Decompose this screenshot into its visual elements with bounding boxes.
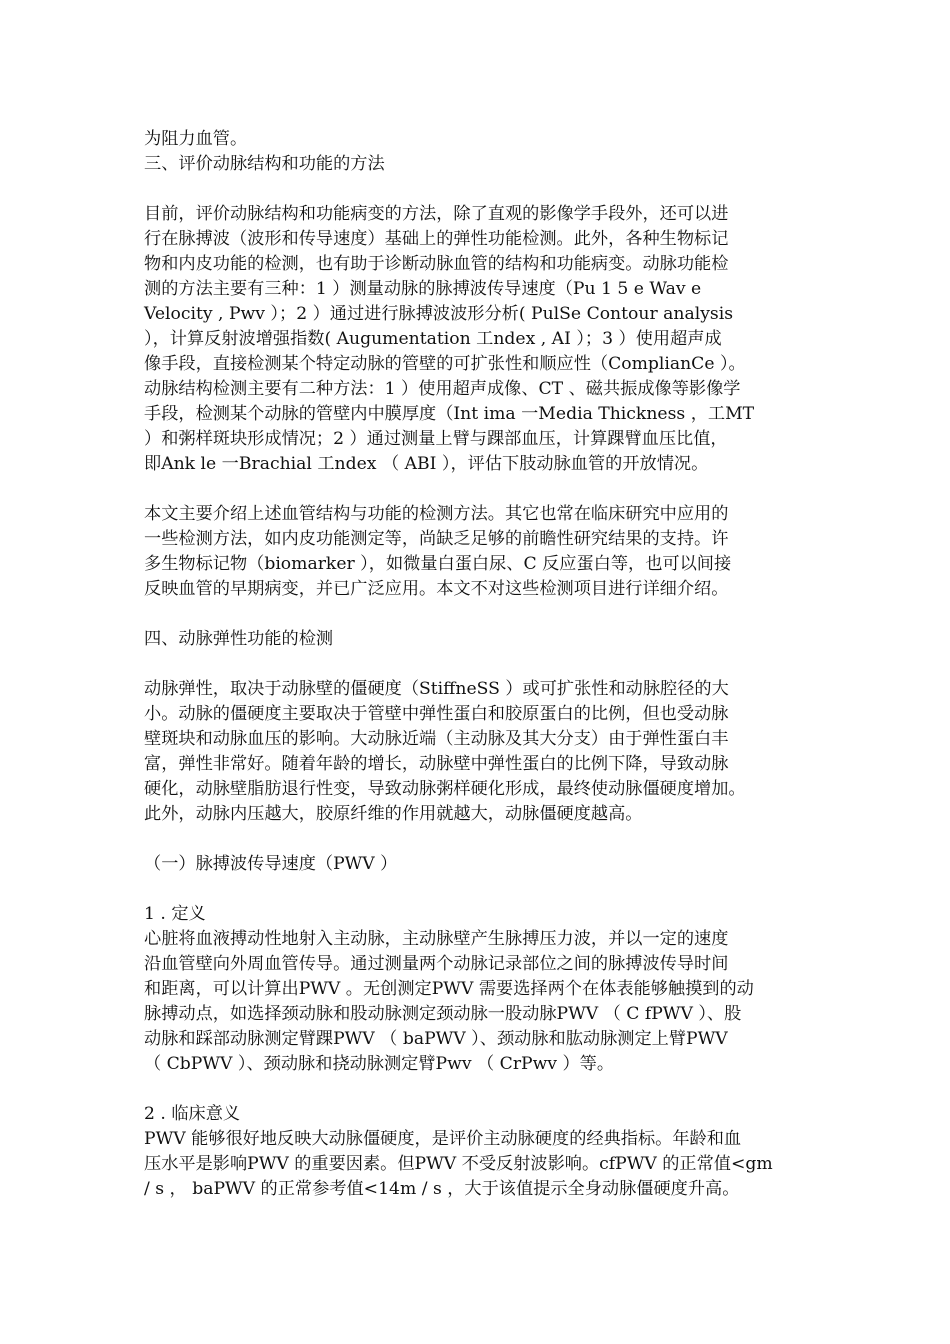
text-line: 动脉弹性，取决于动脉壁的僵硬度（StiffneSS ）或可扩张性和动脉腔径的大: [144, 679, 729, 699]
text-line: 动脉结构检测主要有二种方法：1 ）使用超声成像、CT 、磁共振成像等影像学: [144, 379, 741, 399]
text-line: 一些检测方法，如内皮功能测定等，尚缺乏足够的前瞻性研究结果的支持。许: [144, 529, 729, 549]
text-line: 目前，评价动脉结构和功能病变的方法，除了直观的影像学手段外，还可以进: [144, 204, 729, 224]
text-line: （ CbPWV ）、颈动脉和挠动脉测定臂Pwv （ CrPwv ）等。: [144, 1054, 615, 1074]
text-line: 反映血管的早期病变，并已广泛应用。本文不对这些检测项目进行详细介绍。: [144, 579, 729, 599]
text-line: 测的方法主要有三种：1 ）测量动脉的脉搏波传导速度（Pu 1 5 e Wav e: [144, 279, 702, 299]
blank-line: [144, 877, 824, 902]
text-line: 壁斑块和动脉血压的影响。大动脉近端（主动脉及其大分支）由于弹性蛋白丰: [144, 729, 729, 749]
text-line: 脉搏动点，如选择颈动脉和股动脉测定颈动脉一股动脉PWV （ C fPWV ）、股: [144, 1004, 742, 1024]
blank-line: [144, 827, 824, 852]
text-line: Velocity , Pwv ）；2 ）通过进行脉搏波波形分析( PulSe Contour analysis: [144, 304, 734, 324]
text-line: ）和粥样斑块形成情况；2 ）通过测量上臂与踝部血压，计算踝臂血压比值，: [144, 429, 728, 449]
text-line: ），计算反射波增强指数( Augumentation 工ndex , AI ）；3 ）使用超声成: [144, 329, 722, 349]
text-line: 心脏将血液搏动性地射入主动脉，主动脉壁产生脉搏压力波，并以一定的速度: [144, 929, 729, 949]
text-line: 行在脉搏波（波形和传导速度）基础上的弹性功能检测。此外，各种生物标记: [144, 229, 729, 249]
text-line: 四、动脉弹性功能的检测: [144, 629, 334, 649]
text-line: 压水平是影响PWV 的重要因素。但PWV 不受反射波影响。cfPWV 的正常值<gm: [144, 1154, 773, 1174]
text-line: 即Ank le 一Brachial 工ndex （ ABI ），评估下肢动脉血管的开放情况。: [144, 454, 709, 474]
document-body: [144, 127, 824, 1202]
blank-line: [144, 1077, 824, 1102]
text-line: 富，弹性非常好。随着年龄的增长，动脉壁中弹性蛋白的比例下降，导致动脉: [144, 754, 729, 774]
text-line: 多生物标记物（biomarker ），如微量白蛋白尿、C 反应蛋白等，也可以间接: [144, 554, 732, 574]
text-line: 物和内皮功能的检测，也有助于诊断动脉血管的结构和功能病变。动脉功能检: [144, 254, 729, 274]
text-line: 手段，检测某个动脉的管壁内中膜厚度（Int ima 一Media Thickness ，工MT: [144, 404, 755, 424]
text-line: 1 . 定义: [144, 904, 206, 924]
text-line: 和距离，可以计算出PWV 。无创测定PWV 需要选择两个在体表能够触摸到的动: [144, 979, 754, 999]
blank-line: [144, 177, 824, 202]
text-line: 硬化，动脉壁脂肪退行性变，导致动脉粥样硬化形成，最终使动脉僵硬度增加。: [144, 779, 746, 799]
text-line: 沿血管壁向外周血管传导。通过测量两个动脉记录部位之间的脉搏波传导时间: [144, 954, 729, 974]
text-line: PWV 能够很好地反映大动脉僵硬度，是评价主动脉硬度的经典指标。年龄和血: [144, 1129, 742, 1149]
blank-line: [144, 652, 824, 677]
text-line: 本文主要介绍上述血管结构与功能的检测方法。其它也常在临床研究中应用的: [144, 504, 729, 524]
text-line: 动脉和踩部动脉测定臂踝PWV （ baPWV ）、颈动脉和肱动脉测定上臂PWV: [144, 1029, 728, 1049]
text-line: 三、评价动脉结构和功能的方法: [144, 154, 385, 174]
text-line: 此外，动脉内压越大，胶原纤维的作用就越大，动脉僵硬度越高。: [144, 804, 643, 824]
text-line: 2 . 临床意义: [144, 1104, 241, 1124]
text-line: 像手段，直接检测某个特定动脉的管壁的可扩张性和顺应性（ComplianCe ）。: [144, 354, 746, 374]
text-line: 为阻力血管。: [144, 129, 248, 149]
text-line: （一）脉搏波传导速度（PWV ）: [144, 854, 398, 874]
text-line: 小。动脉的僵硬度主要取决于管壁中弹性蛋白和胶原蛋白的比例，但也受动脉: [144, 704, 729, 724]
blank-line: [144, 477, 824, 502]
blank-line: [144, 602, 824, 627]
text-line: / s ， baPWV 的正常参考值<14m / s ，大于该值提示全身动脉僵硬度升高。: [144, 1179, 740, 1199]
